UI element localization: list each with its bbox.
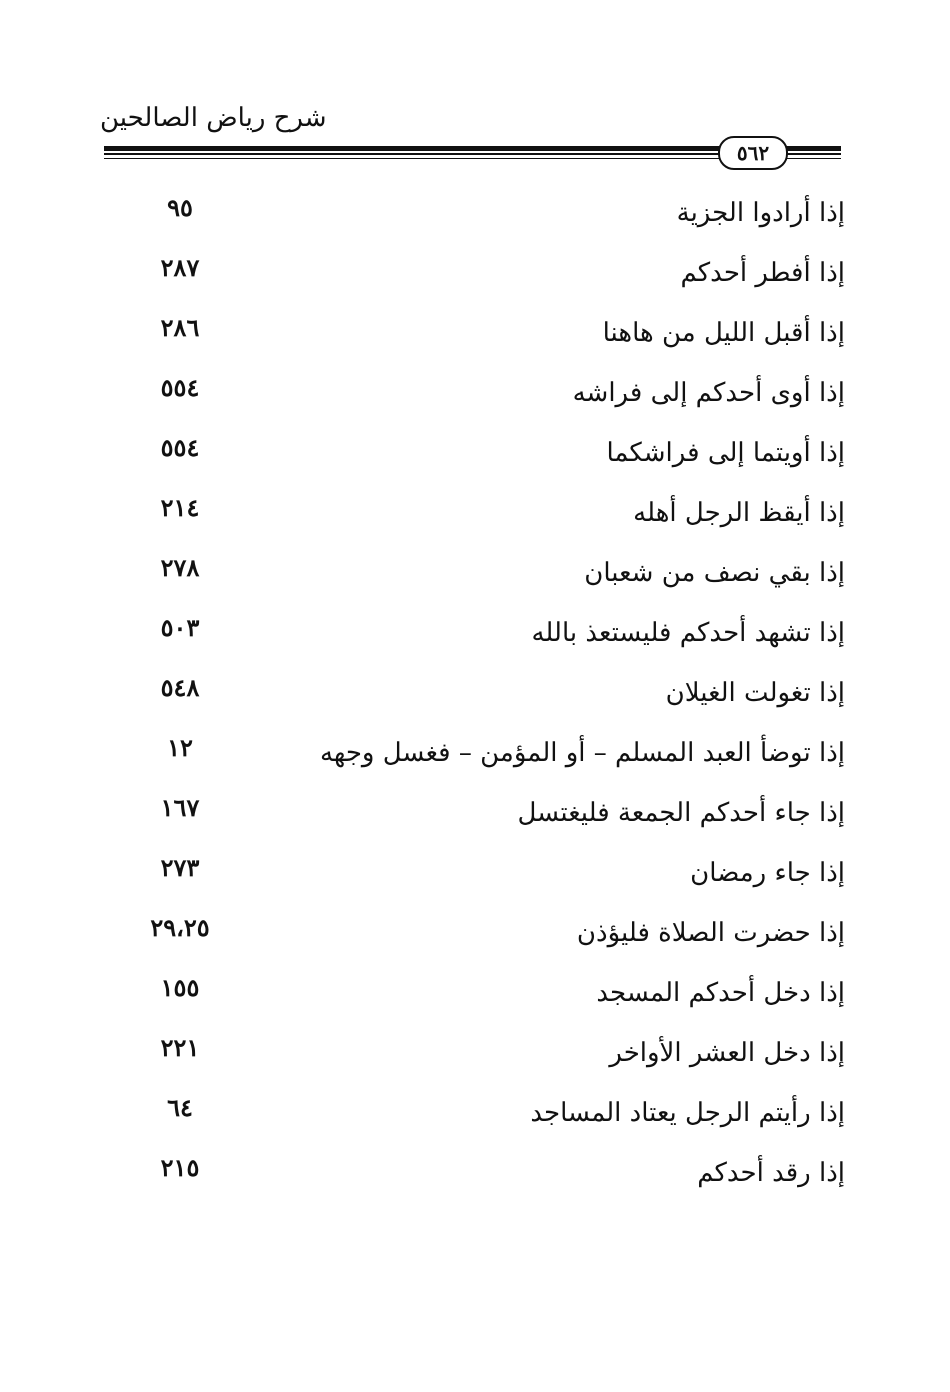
entry-page-number: ٢٨٧: [160, 253, 200, 282]
entry-page-number: ٥٥٤: [160, 433, 200, 462]
index-entry: [100, 727, 845, 787]
entry-page-number: ٢١٥: [160, 1153, 200, 1182]
entry-page-number: ٥٠٣: [160, 613, 200, 642]
index-entry: [100, 607, 845, 667]
index-entry: [100, 967, 845, 1027]
entry-page-number: ١٥٥: [160, 973, 200, 1002]
index-entry: [100, 1027, 845, 1087]
entry-page-number: ٩٥: [167, 193, 193, 222]
entry-page-number: ١٢: [167, 733, 193, 762]
entry-text: إذا رأيتم الرجل يعتاد المساجد: [530, 1098, 845, 1128]
entry-text: إذا أويتما إلى فراشكما: [606, 438, 845, 468]
entry-text: إذا أقبل الليل من هاهنا: [602, 318, 845, 348]
index-entry: [100, 547, 845, 607]
index-entry: [100, 847, 845, 907]
running-header-book-title: شرح رياض الصالحين: [100, 103, 327, 133]
entry-text: إذا أرادوا الجزية: [676, 198, 845, 228]
entry-page-number: ٢١٤: [160, 493, 200, 522]
entry-page-number: ٢٩،٢٥: [150, 913, 210, 942]
entry-text: إذا تشهد أحدكم فليستعذ بالله: [531, 618, 845, 648]
index-entry: [100, 907, 845, 967]
entry-text: إذا أفطر أحدكم: [680, 258, 845, 288]
entry-page-number: ٢٨٦: [160, 313, 200, 342]
entry-page-number: ٥٤٨: [160, 673, 200, 702]
index-entry: [100, 367, 845, 427]
page-number: ٥٦٢: [718, 136, 788, 170]
entry-text: إذا أيقظ الرجل أهله: [633, 498, 845, 528]
index-entry: [100, 1087, 845, 1147]
index-entry: [100, 787, 845, 847]
entry-text: إذا دخل العشر الأواخر: [609, 1038, 845, 1068]
entry-text: إذا توضأ العبد المسلم – أو المؤمن – فغسل وجهه: [319, 738, 845, 768]
index-entry: [100, 427, 845, 487]
entry-text: إذا جاء رمضان: [690, 858, 845, 888]
index-entry: [100, 487, 845, 547]
entry-page-number: ٢٧٣: [160, 853, 200, 882]
entry-text: إذا حضرت الصلاة فليؤذن: [576, 918, 845, 948]
index-entry: [100, 247, 845, 307]
index-entry: [100, 187, 845, 247]
entry-page-number: ٢٧٨: [160, 553, 200, 582]
entry-text: إذا رقد أحدكم: [697, 1158, 845, 1188]
entry-text: إذا دخل أحدكم المسجد: [596, 978, 845, 1008]
index-entry: [100, 307, 845, 367]
entry-text: إذا بقي نصف من شعبان: [584, 558, 845, 588]
entry-text: إذا تغولت الغيلان: [665, 678, 845, 708]
index-entry: [100, 667, 845, 727]
entry-page-number: ١٦٧: [160, 793, 200, 822]
entry-text: إذا جاء أحدكم الجمعة فليغتسل: [517, 798, 845, 828]
index-entry: [100, 1147, 845, 1207]
entry-text: إذا أوى أحدكم إلى فراشه: [572, 378, 845, 408]
hadith-index-list: [100, 187, 845, 1207]
entry-page-number: ٦٤: [167, 1093, 193, 1122]
entry-page-number: ٢٢١: [160, 1033, 200, 1062]
entry-page-number: ٥٥٤: [160, 373, 200, 402]
